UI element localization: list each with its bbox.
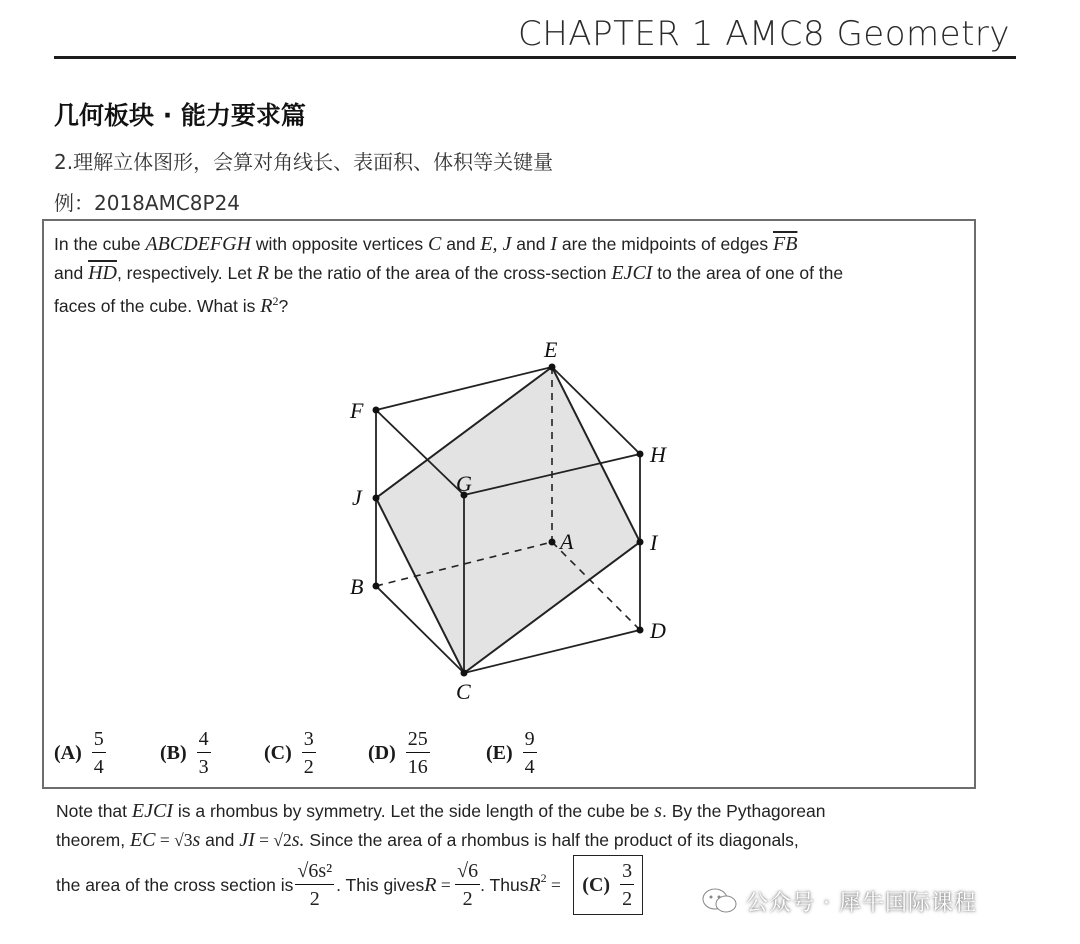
vertex-dot-i — [637, 539, 644, 546]
vertex-label-h: H — [650, 442, 666, 467]
cube-diagram — [344, 341, 724, 711]
solution-text-segment: By the Pythagorean — [666, 801, 826, 821]
math-radicand: 2 — [283, 830, 292, 850]
math-side-s: s — [654, 800, 662, 822]
problem-text-segment: In the cube — [54, 234, 146, 254]
vertex-label-d: D — [650, 618, 666, 643]
section-title: 几何板块 · 能力要求篇 — [54, 101, 306, 130]
vertex-label-g: G — [456, 471, 472, 496]
math-superscript: 2 — [540, 870, 547, 885]
problem-text-segment: to the area of one of the — [652, 262, 844, 283]
math-sqrt-sign: = √ — [254, 830, 283, 850]
fraction-denominator: 2 — [462, 888, 473, 910]
watermark — [700, 884, 977, 918]
choice-e[interactable] — [486, 721, 537, 785]
answer-choices — [54, 721, 754, 785]
math-diagonal-ec: EC — [129, 829, 156, 851]
math-equals: = — [436, 874, 456, 895]
fraction-cross-section-area — [295, 860, 334, 910]
fraction-ratio — [455, 860, 480, 910]
choice-letter: (A) — [54, 741, 82, 764]
vertex-dot-b — [373, 583, 380, 590]
choice-a[interactable] — [54, 721, 106, 785]
cross-section-ejci — [376, 367, 640, 673]
problem-statement — [54, 230, 966, 320]
fraction-numerator: 25 — [406, 728, 430, 753]
watermark-text: 公众号 · 犀牛国际课程 — [746, 890, 977, 916]
math-vertex-c: C — [428, 233, 442, 255]
vertex-dot-f — [373, 407, 380, 414]
math-cross-section: EJCI — [611, 261, 653, 284]
math-edge-fb: $\overline{FB}$ — [773, 233, 798, 255]
answer-letter: (C) — [582, 873, 611, 896]
vertex-dot-h — [637, 451, 644, 458]
math-ratio-r: R — [424, 873, 437, 896]
problem-box — [42, 219, 976, 789]
fraction-numerator: 3 — [302, 728, 316, 753]
solution-text-segment: . Thus — [480, 874, 529, 895]
vertex-label-b: B — [350, 574, 364, 599]
fraction-denominator: 3 — [198, 756, 209, 778]
choice-letter: (C) — [264, 741, 292, 764]
choice-letter: (B) — [160, 741, 187, 764]
problem-text-segment: and — [54, 262, 89, 283]
choice-c[interactable] — [264, 721, 316, 785]
math-cube-name: ABCDEFGH — [145, 233, 252, 255]
fraction-denominator: 4 — [93, 756, 104, 778]
fraction-numerator: 9 — [523, 728, 537, 753]
chapter-header: CHAPTER 1 AMC8 Geometry — [518, 14, 1010, 54]
problem-text-segment: are the midpoints of edges — [557, 234, 773, 254]
math-equals: = — [546, 874, 566, 895]
fraction-numerator: √6 — [455, 860, 480, 885]
vertex-label-f: F — [350, 398, 364, 423]
vertex-label-c: C — [456, 679, 471, 704]
choice-fraction — [302, 728, 316, 778]
math-sqrt-sign: = √ — [155, 830, 184, 850]
problem-text-segment: and — [511, 234, 551, 254]
math-ratio-r: R — [256, 261, 269, 284]
problem-text-segment: ? — [278, 295, 289, 316]
math-diagonal-ji: JI — [239, 829, 255, 851]
solution-text-segment: theorem, — [56, 830, 130, 850]
answer-fraction — [620, 860, 634, 910]
header-rule — [54, 56, 1016, 59]
math-edge-hd: $\overline{HD}$ — [88, 261, 117, 284]
math-superscript: 2 — [272, 294, 279, 308]
fraction-denominator: 2 — [303, 756, 314, 778]
solution-text-segment: Note that — [56, 801, 132, 821]
solution-text-segment: the area of the cross section is — [56, 874, 294, 895]
math-vertices-ej: E, J — [480, 233, 512, 255]
vertex-label-e: E — [544, 341, 558, 362]
vertex-label-j: J — [352, 485, 362, 510]
problem-text-segment: and — [441, 234, 481, 254]
problem-text-segment: faces of the cube. What is — [54, 295, 261, 316]
math-side-s: s. — [291, 829, 305, 851]
choice-letter: (D) — [368, 741, 396, 764]
solution-text-segment: and — [200, 830, 240, 850]
vertex-dot-e — [549, 364, 556, 371]
fraction-denominator: 2 — [622, 888, 633, 910]
math-side-s: s — [192, 829, 201, 851]
example-label: 例：2018AMC8P24 — [54, 191, 241, 215]
section-subtitle: 2.理解立体图形，会算对角线长、表面积、体积等关键量 — [54, 150, 554, 174]
math-ratio-r: R — [528, 873, 541, 896]
choice-d[interactable] — [368, 721, 430, 785]
vertex-label-a: A — [560, 529, 574, 554]
choice-b[interactable] — [160, 721, 211, 785]
fraction-denominator: 16 — [407, 756, 428, 778]
fraction-numerator: 3 — [620, 860, 634, 885]
math-vertex-i: I — [550, 233, 558, 255]
vertex-dot-c — [461, 670, 468, 677]
problem-text-segment: , respectively. Let — [116, 262, 257, 283]
wechat-icon — [700, 887, 740, 915]
choice-fraction — [197, 728, 211, 778]
solution-text-segment: . — [661, 801, 667, 821]
fraction-numerator: √6s² — [295, 860, 334, 885]
fraction-denominator: 2 — [309, 888, 320, 910]
solution-text-segment: is a rhombus by symmetry. Let the side length of the cube be — [172, 801, 655, 821]
vertex-label-i: I — [650, 530, 658, 555]
vertex-dot-a — [549, 539, 556, 546]
fraction-numerator: 4 — [197, 728, 211, 753]
solution-text — [56, 797, 956, 855]
vertex-dot-j — [373, 495, 380, 502]
solution-text-segment: . This gives — [336, 874, 425, 895]
solution-text-segment: Since the area of a rhombus is half the product of its diagonals, — [304, 830, 799, 850]
fraction-numerator: 5 — [92, 728, 106, 753]
vertex-dot-d — [637, 627, 644, 634]
cube-figure — [344, 341, 724, 711]
problem-text-segment: be the ratio of the area of the cross-section — [268, 262, 612, 283]
boxed-answer — [573, 855, 643, 915]
math-rhombus: EJCI — [131, 800, 173, 822]
fraction-denominator: 4 — [524, 756, 535, 778]
choice-fraction — [92, 728, 106, 778]
choice-fraction — [523, 728, 537, 778]
problem-text-segment: with opposite vertices — [251, 234, 429, 254]
choice-letter: (E) — [486, 741, 513, 764]
math-radicand: 3 — [183, 830, 193, 850]
math-ratio-r: R — [260, 294, 273, 317]
choice-fraction — [406, 728, 430, 778]
